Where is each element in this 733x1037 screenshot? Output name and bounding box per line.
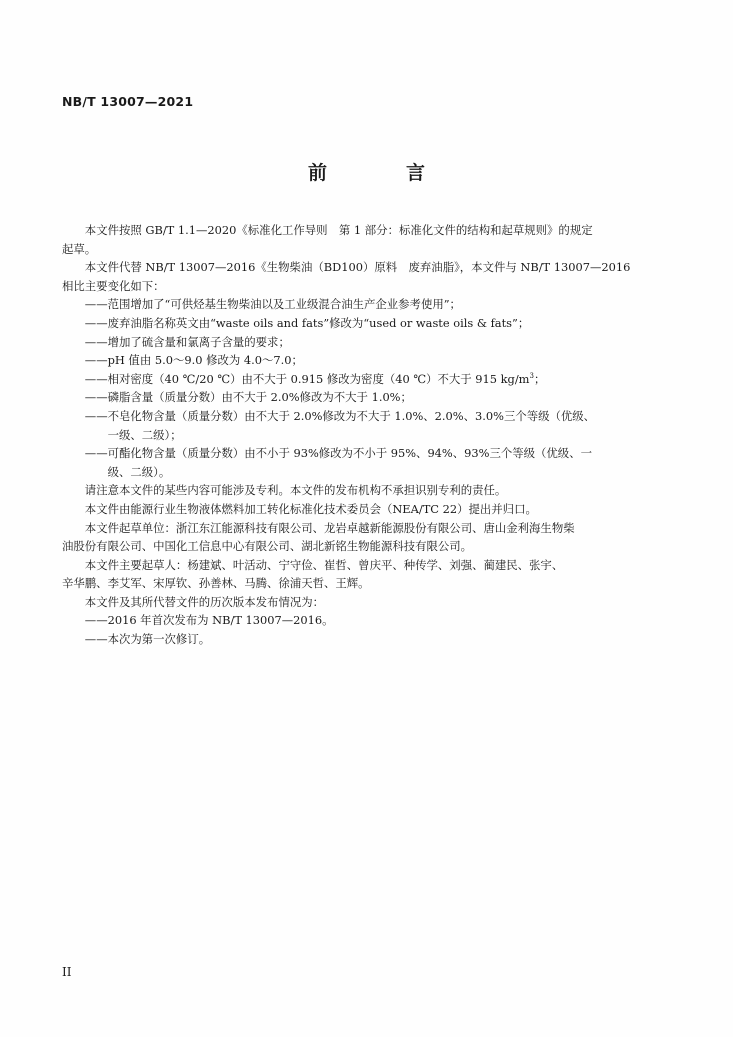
- change-item: [62, 370, 660, 389]
- text-line: 本文件主要起草人：杨建斌、叶活动、宁守俭、崔哲、曾庆平、种传学、刘强、蔺建民、张宇、: [84, 557, 564, 572]
- text-line: ；: [533, 371, 546, 386]
- text-line: 本文件按照 GB/T 1.1—2020《标准化工作导则 第 1 部分：标准化文件的结构和起草规则》的规定: [84, 223, 593, 237]
- text-line: 一级、二级）；: [107, 427, 182, 442]
- paragraph-drafters: [62, 556, 660, 593]
- standard-code: NB/T 13007—2021: [62, 94, 194, 109]
- text-line: ——不皂化物含量（质量分数）由不大于 2.0%修改为不大于 1.0%、2.0%、3.0%三个等级（优级、: [84, 408, 596, 423]
- paragraph-drafting-units: [62, 519, 660, 556]
- text-line: 油股份有限公司、中国化工信息中心有限公司、湖北新铭生物能源科技有限公司。: [62, 539, 473, 554]
- change-item: ——磷脂含量（质量分数）由不大于 2.0%修改为不大于 1.0%；: [84, 390, 412, 405]
- paragraph-drafting-rules: [62, 221, 660, 258]
- history-item: ——本次为第一次修订。: [84, 632, 211, 647]
- foreword-body: [62, 221, 660, 649]
- change-item: ——增加了硫含量和氯离子含量的要求；: [84, 334, 290, 349]
- text-line: 相比主要变化如下：: [62, 278, 165, 293]
- superscript: 3: [529, 371, 534, 380]
- change-item: ——废弃油脂名称英文由“waste oils and fats”修改为“used or waste oils & fats”；: [84, 315, 530, 330]
- text-line: 本文件代替 NB/T 13007—2016《生物柴油（BD100）原料 废弃油脂》，本文件与 NB/T 13007—2016: [84, 260, 631, 275]
- change-item: ——范围增加了“可供烃基生物柴油以及工业级混合油生产企业参考使用”；: [84, 297, 461, 312]
- text-line: 辛华鹏、李艾军、宋厚钦、孙善林、马腾、徐浦天哲、王辉。: [62, 576, 370, 591]
- text-line: 起草。: [62, 241, 97, 256]
- page-number: II: [62, 965, 72, 979]
- change-item: [62, 407, 660, 444]
- paragraph-patent: 请注意本文件的某些内容可能涉及专利。本文件的发布机构不承担识别专利的责任。: [84, 483, 507, 498]
- paragraph-history: 本文件及其所代替文件的历次版本发布情况为：: [84, 594, 325, 609]
- change-item: [62, 444, 660, 481]
- change-item: ——pH 值由 5.0～9.0 修改为 4.0～7.0；: [84, 353, 303, 368]
- text-line: 本文件起草单位：浙江东江能源科技有限公司、龙岩卓越新能源股份有限公司、唐山金利海生物柴: [84, 520, 575, 535]
- text-line: 级、二级）。: [107, 464, 171, 479]
- history-item: ——2016 年首次发布为 NB/T 13007—2016。: [84, 613, 334, 628]
- paragraph-proposed-by: 本文件由能源行业生物液体燃料加工转化标准化技术委员会（NEA/TC 22）提出并归口。: [84, 501, 537, 516]
- text-line: ——可酯化物含量（质量分数）由不小于 93%修改为不小于 95%、94%、93%三个等级（优级、一: [84, 446, 592, 461]
- paragraph-replacement: [62, 258, 660, 295]
- text-line: ——相对密度（40 ℃/20 ℃）由不大于 0.915 修改为密度（40 ℃）不大于 915 kg/m: [84, 371, 530, 386]
- page-title: 前 言: [307, 162, 455, 184]
